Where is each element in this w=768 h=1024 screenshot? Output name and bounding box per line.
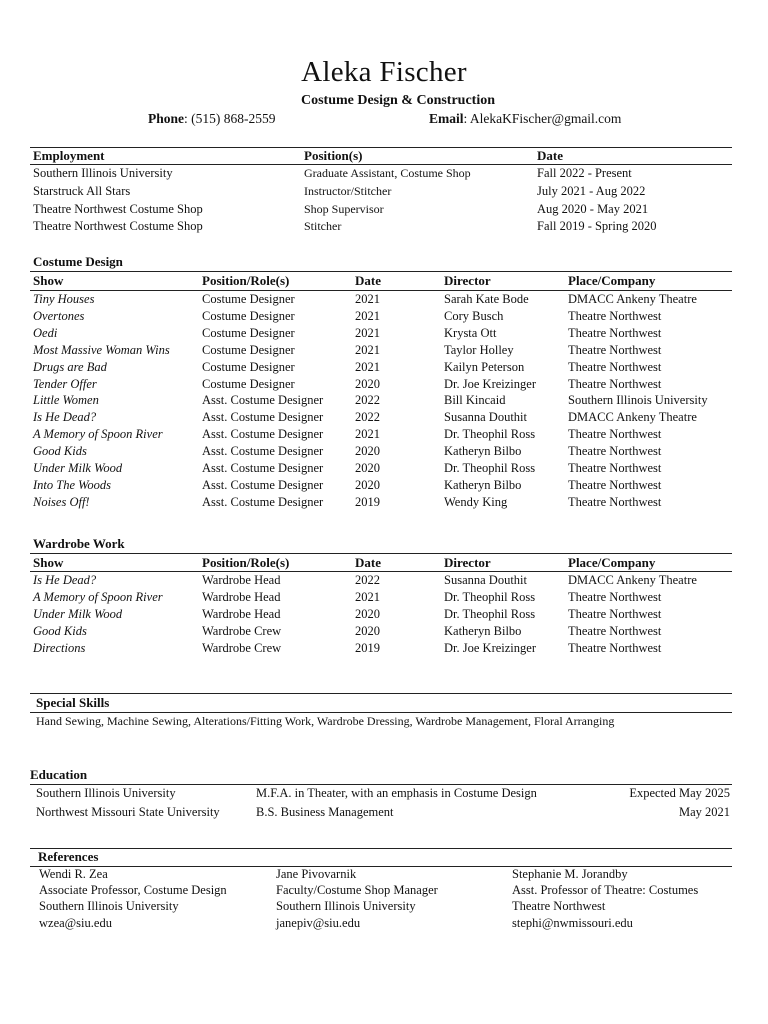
education-date: May 2021: [678, 805, 730, 819]
education-school: Northwest Missouri State University: [36, 805, 220, 819]
costume_design-cell: 2021: [355, 325, 380, 340]
costume_design-cell: Dr. Joe Kreizinger: [444, 376, 536, 391]
reference-line: Southern Illinois University: [276, 899, 416, 913]
reference-line: Asst. Professor of Theatre: Costumes: [512, 883, 699, 897]
employment-cell: Stitcher: [304, 219, 342, 233]
costume_design-cell: Good Kids: [33, 444, 87, 459]
costume_design-cell: Theatre Northwest: [568, 427, 662, 442]
costume_design-cell: Cory Busch: [444, 308, 504, 323]
costume_design-cell: 2021: [355, 427, 380, 442]
costume_design-cell: 2021: [355, 359, 380, 374]
wardrobe-cell: Good Kids: [33, 623, 87, 638]
reference-line: Wendi R. Zea: [39, 867, 108, 881]
wardrobe-cell: Under Milk Wood: [33, 606, 123, 621]
email-line: Email: AlekaKFischer@gmail.com: [429, 111, 622, 126]
costume_design-cell: Taylor Holley: [444, 342, 514, 357]
divider: [30, 848, 732, 849]
wardrobe-cell: Directions: [33, 640, 86, 655]
education-title: Education: [30, 767, 88, 782]
costume_design-cell: Theatre Northwest: [568, 325, 662, 340]
wardrobe-cell: 2020: [355, 606, 380, 621]
wardrobe-header-cell: Position/Role(s): [202, 555, 290, 570]
wardrobe-cell: Susanna Douthit: [444, 573, 527, 587]
costume_design-cell: Asst. Costume Designer: [202, 477, 324, 492]
costume_design-cell: 2020: [355, 461, 380, 475]
wardrobe-cell: 2022: [355, 573, 380, 587]
employment-cell: Aug 2020 - May 2021: [537, 202, 649, 216]
costume_design-cell: Costume Designer: [202, 376, 295, 391]
costume_design-cell: Theatre Northwest: [568, 494, 662, 509]
costume_design-cell: Theatre Northwest: [568, 359, 662, 374]
phone-value: (515) 868-2559: [191, 111, 276, 126]
wardrobe-header-cell: Show: [33, 555, 64, 570]
costume_design-cell: 2020: [355, 376, 380, 391]
divider: [30, 147, 732, 148]
wardrobe-cell: 2020: [355, 623, 380, 638]
costume_design-cell: Wendy King: [444, 494, 508, 509]
wardrobe-header-cell: Date: [355, 555, 381, 570]
wardrobe-cell: Wardrobe Head: [202, 589, 281, 604]
employment-cell: Theatre Northwest Costume Shop: [33, 202, 203, 216]
wardrobe-cell: Theatre Northwest: [568, 589, 662, 604]
reference-line: Southern Illinois University: [39, 899, 179, 913]
reference-line: Faculty/Costume Shop Manager: [276, 883, 438, 897]
wardrobe-cell: Is He Dead?: [33, 573, 97, 587]
divider: [30, 290, 732, 291]
employment-cell: July 2021 - Aug 2022: [537, 184, 646, 198]
employment-cell: Shop Supervisor: [304, 202, 384, 216]
costume_design-cell: 2020: [355, 444, 380, 459]
costume_design-cell: 2022: [355, 393, 380, 408]
costume_design-cell: Overtones: [33, 308, 85, 323]
references-title: References: [38, 849, 99, 864]
reference-line: Jane Pivovarnik: [276, 867, 357, 881]
divider: [30, 784, 732, 785]
wardrobe-title: Wardrobe Work: [33, 536, 125, 551]
costume_design-cell: Theatre Northwest: [568, 308, 662, 323]
wardrobe-cell: A Memory of Spoon River: [33, 589, 163, 604]
divider: [30, 553, 732, 554]
costume_design-header-cell: Position/Role(s): [202, 273, 290, 288]
employment-cell: Fall 2022 - Present: [537, 166, 632, 180]
employment-header: Employment: [33, 148, 105, 163]
costume_design-cell: Dr. Theophil Ross: [444, 427, 536, 442]
costume_design-cell: Katheryn Bilbo: [444, 477, 522, 492]
wardrobe-cell: Wardrobe Crew: [202, 623, 282, 638]
wardrobe-cell: Dr. Theophil Ross: [444, 606, 536, 621]
costume_design-cell: Most Massive Woman Wins: [33, 342, 170, 357]
reference-line: Associate Professor, Costume Design: [39, 883, 227, 897]
costume_design-cell: Theatre Northwest: [568, 376, 662, 391]
costume_design-cell: Costume Designer: [202, 292, 295, 306]
costume_design-header-cell: Place/Company: [568, 273, 656, 288]
costume_design-cell: 2021: [355, 308, 380, 323]
costume_design-cell: Katheryn Bilbo: [444, 444, 522, 459]
employment-cell: Starstruck All Stars: [33, 184, 131, 198]
employment-cell: Theatre Northwest Costume Shop: [33, 219, 203, 233]
reference-line: Theatre Northwest: [512, 899, 606, 913]
costume_design-cell: Theatre Northwest: [568, 342, 662, 357]
costume_design-cell: Tender Offer: [33, 376, 97, 391]
costume_design-cell: Costume Designer: [202, 325, 295, 340]
costume_design-cell: Oedi: [33, 325, 58, 340]
wardrobe-cell: Wardrobe Head: [202, 573, 281, 587]
resume-name: Aleka Fischer: [301, 56, 467, 88]
costume_design-cell: 2019: [355, 494, 380, 509]
costume_design-cell: Asst. Costume Designer: [202, 410, 324, 425]
costume_design-cell: Bill Kincaid: [444, 393, 506, 408]
phone-line: Phone: (515) 868-2559: [148, 111, 276, 126]
wardrobe-cell: Wardrobe Crew: [202, 640, 282, 655]
email-label: Email: [429, 111, 464, 126]
costume_design-cell: Costume Designer: [202, 308, 295, 323]
divider: [30, 164, 732, 165]
wardrobe-header-cell: Director: [444, 555, 491, 570]
email-value: AlekaKFischer@gmail.com: [469, 111, 622, 126]
costume_design-cell: Theatre Northwest: [568, 444, 662, 459]
wardrobe-cell: Theatre Northwest: [568, 623, 662, 638]
reference-line: stephi@nwmissouri.edu: [512, 916, 633, 930]
costume_design-cell: Tiny Houses: [33, 292, 95, 306]
education-degree: M.F.A. in Theater, with an emphasis in Costume Design: [256, 786, 537, 800]
costume_design-cell: Asst. Costume Designer: [202, 461, 324, 475]
wardrobe-cell: Dr. Joe Kreizinger: [444, 640, 536, 655]
costume_design-cell: 2020: [355, 477, 380, 492]
costume_design-cell: 2021: [355, 342, 380, 357]
costume_design-cell: Little Women: [33, 393, 99, 408]
divider: [30, 712, 732, 713]
wardrobe-cell: DMACC Ankeny Theatre: [568, 573, 697, 587]
costume_design-cell: Dr. Theophil Ross: [444, 461, 536, 475]
skills-title: Special Skills: [36, 695, 110, 710]
costume_design-cell: Into The Woods: [33, 477, 112, 492]
wardrobe-cell: 2019: [355, 640, 380, 655]
costume_design-cell: Asst. Costume Designer: [202, 393, 324, 408]
wardrobe-cell: Katheryn Bilbo: [444, 623, 522, 638]
costume_design-cell: A Memory of Spoon River: [33, 427, 163, 442]
phone-label: Phone: [148, 111, 185, 126]
reference-line: janepiv@siu.edu: [276, 916, 361, 930]
divider: [30, 571, 732, 572]
costume_design-cell: DMACC Ankeny Theatre: [568, 410, 697, 425]
wardrobe-cell: Theatre Northwest: [568, 606, 662, 621]
employment-cell: Instructor/Stitcher: [304, 184, 392, 198]
wardrobe-cell: Dr. Theophil Ross: [444, 589, 536, 604]
wardrobe-cell: Wardrobe Head: [202, 606, 281, 621]
costume_design-cell: Under Milk Wood: [33, 461, 123, 475]
education-school: Southern Illinois University: [36, 786, 176, 800]
costume_design-header-cell: Show: [33, 273, 64, 288]
employment-cell: Graduate Assistant, Costume Shop: [304, 166, 471, 180]
costume_design-cell: Is He Dead?: [33, 410, 97, 425]
divider: [30, 271, 732, 272]
employment-date-header: Date: [537, 148, 563, 163]
costume_design-cell: Theatre Northwest: [568, 461, 662, 475]
costume_design-header-cell: Director: [444, 273, 491, 288]
employment-cell: Southern Illinois University: [33, 166, 173, 180]
employment-position-header: Position(s): [304, 148, 363, 163]
costume_design-cell: 2021: [355, 292, 380, 306]
costume_design-cell: Krysta Ott: [444, 325, 497, 340]
education-degree: B.S. Business Management: [256, 805, 394, 819]
costume_design-cell: Costume Designer: [202, 359, 295, 374]
costume_design-cell: DMACC Ankeny Theatre: [568, 292, 697, 306]
costume_design-cell: Southern Illinois University: [568, 393, 708, 408]
costume_design-cell: 2022: [355, 410, 380, 425]
wardrobe-cell: Theatre Northwest: [568, 640, 662, 655]
costume_design-cell: Drugs are Bad: [33, 359, 107, 374]
costume_design-cell: Noises Off!: [33, 494, 90, 509]
costume_design-cell: Susanna Douthit: [444, 410, 527, 425]
costume_design-header-cell: Date: [355, 273, 381, 288]
costume_design-cell: Sarah Kate Bode: [444, 292, 529, 306]
wardrobe-header-cell: Place/Company: [568, 555, 656, 570]
costume_design-cell: Kailyn Peterson: [444, 359, 525, 374]
skills-text: Hand Sewing, Machine Sewing, Alterations/Fitting Work, Wardrobe Dressing, Wardrobe Management, Floral Arranging: [36, 714, 615, 728]
employment-cell: Fall 2019 - Spring 2020: [537, 219, 657, 233]
costume_design-cell: Costume Designer: [202, 342, 295, 357]
wardrobe-cell: 2021: [355, 589, 380, 604]
education-date: Expected May 2025: [629, 786, 730, 800]
costume-design-title: Costume Design: [33, 254, 123, 269]
costume_design-cell: Asst. Costume Designer: [202, 494, 324, 509]
costume_design-cell: Theatre Northwest: [568, 477, 662, 492]
reference-line: Stephanie M. Jorandby: [512, 867, 628, 881]
divider: [30, 693, 732, 694]
costume_design-cell: Asst. Costume Designer: [202, 427, 324, 442]
resume-subtitle: Costume Design & Construction: [300, 93, 496, 108]
costume_design-cell: Asst. Costume Designer: [202, 444, 324, 459]
reference-line: wzea@siu.edu: [39, 916, 112, 930]
